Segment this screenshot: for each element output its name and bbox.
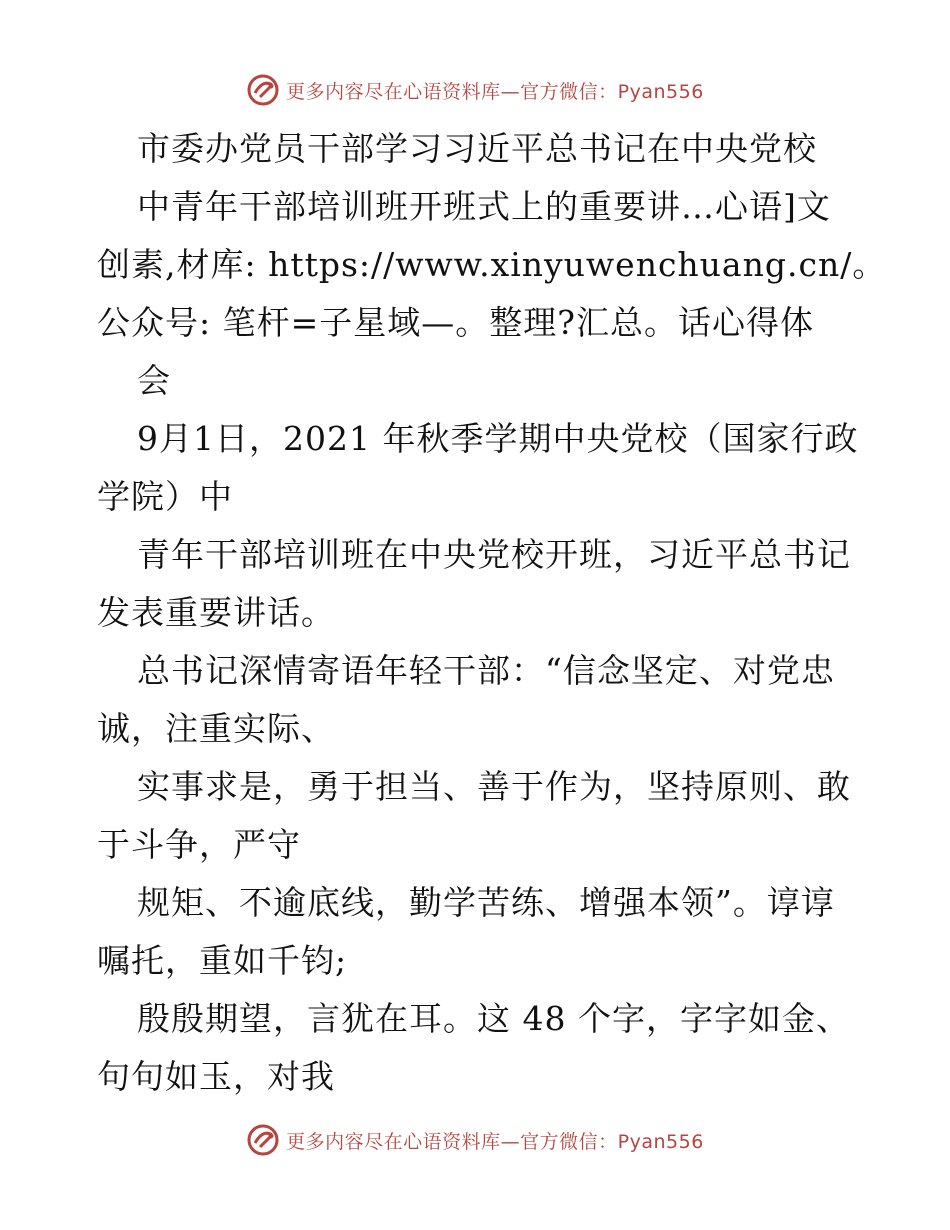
body-line: 青年干部培训班在中央党校开班，习近平总书记	[137, 535, 851, 574]
header-banner-text: 更多内容尽在心语资料库—官方微信：Pyan556	[286, 80, 704, 103]
body-line: 市委办党员干部学习习近平总书记在中央党校	[137, 129, 817, 168]
body-line: 学院）中	[97, 477, 233, 516]
header-banner	[0, 70, 950, 110]
body-line: 发表重要讲话。	[97, 593, 335, 632]
body-line: 于斗争，严守	[97, 825, 301, 864]
body-line: 嘱托，重如千钧;	[97, 941, 348, 980]
brand-logo-icon	[246, 1123, 280, 1157]
body-line: 中青年干部培训班开班式上的重要讲…心语]文	[137, 187, 831, 226]
document-body	[97, 120, 887, 1106]
body-line: 公众号: 笔杆=子星域—。整理?汇总。话心得体	[97, 303, 814, 342]
footer-banner-text: 更多内容尽在心语资料库—官方微信：Pyan556	[286, 1130, 704, 1153]
footer-banner	[0, 1120, 950, 1160]
body-line: 殷殷期望，言犹在耳。这 48 个字，字字如金、	[137, 999, 850, 1038]
body-line: 实事求是，勇于担当、善于作为，坚持原则、敢	[137, 767, 851, 806]
body-line: 会	[137, 361, 171, 400]
brand-logo-icon	[246, 73, 280, 107]
body-line: 句句如玉，对我	[97, 1057, 335, 1096]
body-line: 总书记深情寄语年轻干部：“信念坚定、对党忠	[137, 651, 835, 690]
body-line: 规矩、不逾底线，勤学苦练、增强本领”。谆谆	[137, 883, 835, 922]
body-line: 诚，注重实际、	[97, 709, 335, 748]
body-line: 9月1日，2021 年秋季学期中央党校（国家行政	[137, 419, 859, 458]
body-line: 创素,材库: https://www.xinyuwenchuang.cn/。	[97, 245, 887, 284]
